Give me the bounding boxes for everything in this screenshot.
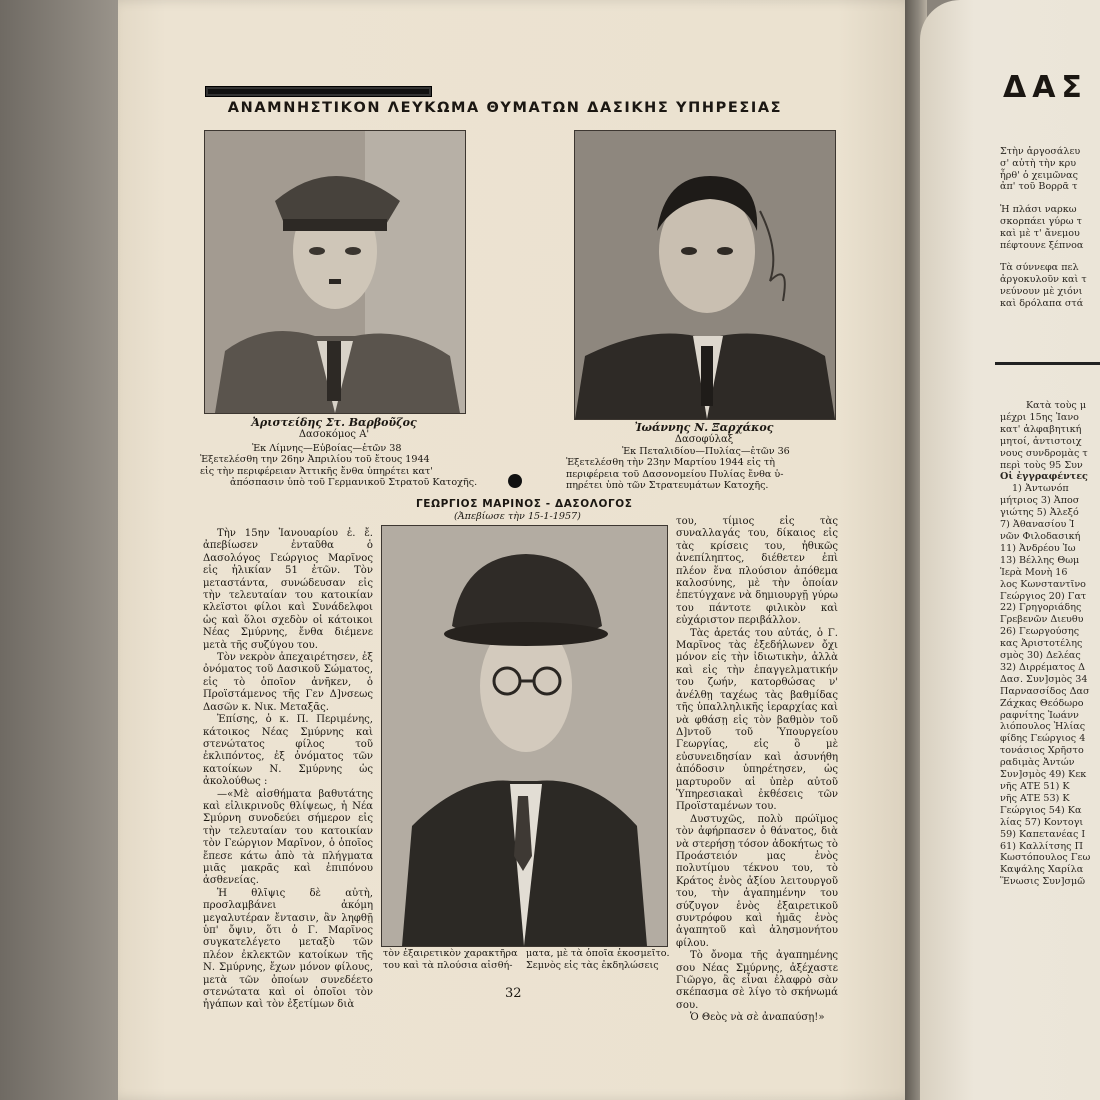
list-line: 32) Διρρέματος Δ <box>1000 661 1086 673</box>
victim-name-left: Ἀριστείδης Στ. Βαρβοῦζος <box>251 416 417 429</box>
list-line: 1) Ἀντωνόπ <box>1012 483 1069 495</box>
caption-right <box>574 422 834 445</box>
list-line: Γεώργιος 54) Κα <box>1000 804 1082 816</box>
victim-text-right-1: Ἐξετελέσθη τὴν 23ην Μαρτίου 1944 εἰς τὴ <box>566 457 776 469</box>
under-photo-text-b: ματα, μὲ τὰ ὁποῖα ἐκοσμεῖτο. <box>526 948 670 959</box>
list-line: Κωστόπουλος Γεω <box>1000 852 1091 864</box>
list-line: Συν]σμὸς 49) Κεκ <box>1000 769 1087 781</box>
poem-line: ἀπ' τοῦ Βορρᾶ τ <box>1000 181 1078 193</box>
list-line: σμὸς 30) Δελέας <box>1000 650 1081 662</box>
list-line: Δασ. Συν]σμὸς 34 <box>1000 673 1088 685</box>
poem-line: καὶ δρόλαπα στά <box>1000 297 1084 309</box>
under-photo-text-a2: του καὶ τὰ πλούσια αἰσθή- <box>383 960 513 971</box>
list-line: Ἱερὰ Μονὴ 16 <box>1000 566 1068 578</box>
poem-line: νεύνουν μὲ χιόνι <box>1000 285 1083 297</box>
poem-line: καὶ μὲ τ' ἄνεμου <box>1000 227 1080 239</box>
list-line: 26) Γεωργούσης <box>1000 626 1080 638</box>
poem-line: Στὴν ἀργοσάλευ <box>1000 146 1081 157</box>
facing-page-list <box>1000 400 1100 888</box>
list-line: Οἱ ἐγγραφέντες <box>1000 471 1088 483</box>
victim-rank-left: Δασοκόμος Α' <box>298 428 370 440</box>
list-line: Καψάλης Χαρίλα <box>1000 864 1084 876</box>
paragraph: Τὰς ἀρετάς του αὐτάς, ὁ Γ. Μαρῖνος τὰς ἐξεδήλωνεν ὄχι μόνον εἰς τὴν ἰδιωτικὴν, ἀλλὰ καὶ εἰς τὴν ἐπαγγελματικήν του ζωήν, κατορθώσας ν' ἀνέλθῃ ταχέως τὰς βαθμίδας τῆς ὑπαλληλικῆς ἱεραρχίας καὶ νὰ φθάσῃ εἰς τὸν βαθμὸν τοῦ Δ]ντοῦ τοῦ Ὑπουργείου Γεωργίας, εἰς ὃ μὲ εὐσυνειδησίαν καὶ ἀσυνήθη ἀπόδοσιν ὑπηρέτησεν, ὡς μαρτυροῦν αἱ ὑπὲρ αὐτοῦ Ὑπηρεσιακαὶ ἐκθέσεις τῶν Προϊσταμένων του. <box>676 627 838 813</box>
paragraph: Τὸ ὄνομα τῆς ἀγαπημένης σου Νέας Σμύρνης, ἀξέχαστε Γιῶργο, ἂς εἶναι ἐλαφρὸ σὰν σκέπασμα σὲ λίγο τὸ σκήνωμά σου. <box>676 950 838 1011</box>
page-title: ΑΝΑΜΝΗΣΤΙΚΟΝ ΛΕΥΚΩΜΑ ΘΥΜΑΤΩΝ ΔΑΣΙΚΗΣ ΥΠΗΡΕΣΙΑΣ <box>227 100 783 116</box>
paragraph: Τὴν 15ην Ἰανουαρίου ἐ. ἔ. ἀπεβίωσεν ἐνταῦθα ὁ Δασολόγος Γεώργιος Μαρῖνος εἰς ἡλικίαν 51 ἐτῶν. Τὸν μεταστάντα, συνώδευσαν εἰς τὴν τελευταίαν του κατοικίαν κλεϊστοι φίλοι καὶ Συνάδελφοι ὡς καὶ ὅλοι σχεδὸν οἱ κάτοικοι Νέας Σμύρνης, ἔνθα διέμενε μετὰ τῆς συζύγου του. <box>203 528 373 651</box>
list-line: περὶ τοὺς 95 Συν <box>1000 459 1083 471</box>
paragraph: Δυστυχῶς, πολὺ πρώϊμος τὸν ἀφήρπασεν ὁ θάνατος, διὰ νὰ στερήσῃ τόσον ἀδοκήτως τὸ Προάστειόν μας ἑνὸς πολυτίμου τέκνου του, τὸ Κράτος ἑνὸς ἀξίου λειτουργοῦ του, τὴν ἀγαπημένην του σύζυγον ἑνὸς ἐξαιρετικοῦ συντρόφου καὶ ἡμᾶς ἑνὸς ἀγαπητοῦ καὶ ἀλησμονήτου φίλου. <box>676 813 838 949</box>
obituary-column-1 <box>203 528 373 1011</box>
victim-origin-left: Ἐκ Λίμνης—Εὐβοίας—ἐτῶν 38 <box>252 443 402 454</box>
victim-text-left-3: ἀπόσπασιν ὑπὸ τοῦ Γερμανικοῦ Στρατοῦ Κατοχῆς. <box>230 477 478 489</box>
paragraph: του, τίμιος εἰς τὰς συναλλαγάς του, δίκαιος εἰς τὰς κρίσεις του, ἠθικῶς ἀνεπίληπτος, διέθετεν ἐπὶ πλέον ἕνα πλούσιον ἀπόθεμα καλοσύνης, μὲ τὴν ὁποίαν ἐπετύγχανε νὰ δημιουργῇ γύρω του πάντοτε φιλικὸν καὶ εὐχάριστον περιβάλλον. <box>676 516 838 627</box>
paragraph: Ἐπίσης, ὁ κ. Π. Περιμένης, κάτοικος Νέας Σμύρνης καὶ στενώτατος φίλος τοῦ ἐκλιπόντος, ἐξ ὀνόματος τῶν κατοίκων Ν. Σμύρνης ὡς ἀκολούθως : <box>203 714 373 788</box>
list-line: γιώτης 5) Ἀλεξό <box>1000 507 1079 519</box>
list-line: Κατὰ τοὺς μ <box>1026 400 1087 411</box>
victim-text-right-3: πηρέτει ὑπὸ τῶν Στρατευμάτων Κατοχῆς. <box>566 480 769 492</box>
list-line: μητοί, ἀντιστοιχ <box>1000 435 1082 447</box>
list-line: μήτριος 3) Ἀποσ <box>1000 495 1080 507</box>
list-line: φίδης Γεώργιος 4 <box>1000 733 1086 745</box>
list-line: μέχρι 15ης Ἰανο <box>1000 411 1079 423</box>
list-line: νους συνδρομὰς τ <box>1000 447 1088 459</box>
portrait-photo-center <box>381 525 668 947</box>
list-line: Γρεβενῶν Διευθυ <box>1000 614 1084 626</box>
list-line: Γεώργιος 20) Γατ <box>1000 590 1087 602</box>
obituary-date: (Ἀπεβίωσε τὴν 15-1-1957) <box>454 511 581 522</box>
list-line: 61) Καλλίτσης Π <box>1000 840 1083 852</box>
poem-line: σκορπάει γύρω τ <box>1000 215 1082 227</box>
paragraph: —«Μὲ αἰσθήματα βαθυτάτης καὶ εἰλικρινοῦς θλίψεως, ἡ Νέα Σμύρνη συνοδεύει σήμερον εἰς τὴν τελευταίαν του κατοικίαν τὸν Γεώργιον Μαρῖνον, ὁ ὁποῖος ἔπεσε κάτω ἀπὸ τὰ πλήγματα μιᾶς μακρᾶς καὶ ἐπιπόνου ἀσθενείας. <box>203 788 373 887</box>
list-line: ραφνίτης Ἰωάνν <box>1000 709 1079 721</box>
poem-line: ἦρθ' ὁ χειμῶνας <box>1000 169 1078 181</box>
list-line: 7) Ἀθανασίου Ἰ <box>1000 519 1075 531</box>
list-line: λος Κωνσταντῖνο <box>1000 578 1086 590</box>
poem-line: πέφτουνε ξέπνοα <box>1000 239 1084 251</box>
under-photo-text-b2: Σεμνὸς εἰς τὰς ἐκδηλώσεις <box>526 960 659 971</box>
caption-details-left <box>200 443 500 489</box>
paragraph: Ἡ θλῖψις δὲ αὐτὴ, προσλαμβάνει ἀκόμη μεγαλυτέραν ἔντασιν, ἂν ληφθῇ ὑπ' ὄψιν, ὅτι ὁ Γ. Μαρῖνος συγκατελέγετο μεταξὺ τῶν πλέον ἐκλεκτῶν κατοίκων τῆς Ν. Σμύρνης, ἔχων μόνον φίλους, μετὰ τῶν ὁποίων συνεδέετο στενώτατα καὶ οἱ ὁποῖοι τὸν ἠγάπων καὶ τὸν ἐξετίμων διὰ <box>203 887 373 1011</box>
poem-line: σ' αὐτὴ τὴν κρυ <box>1000 157 1077 169</box>
list-line: ραδιμὰς Ἀντών <box>1000 757 1075 769</box>
portrait-image-center <box>382 526 667 946</box>
facing-page-poem <box>1000 146 1100 310</box>
under-photo-text-a: τὸν ἐξαιρετικὸν χαρακτῆρα <box>383 948 518 959</box>
portrait-image-left <box>205 131 465 413</box>
caption-details-right <box>566 446 866 492</box>
list-line: 13) Βέλλης Θωμ <box>1000 554 1080 566</box>
list-line: κατ' ἀλφαβητική <box>1000 423 1082 435</box>
list-line: Ἕνωσις Συν]σμῶ <box>1000 876 1086 888</box>
victim-origin-right: Ἐκ Πεταλιδίου—Πυλίας—ἐτῶν 36 <box>622 446 790 457</box>
portrait-image-right <box>575 131 835 419</box>
victim-rank-right: Δασοφύλαξ <box>674 433 734 445</box>
list-line: νῆς ΑΤΕ 51) Κ <box>1000 781 1070 792</box>
list-line: 59) Καπετανέας Ι <box>1000 828 1086 840</box>
list-line: Ζάχκας Θεόδωρο <box>1000 697 1084 709</box>
caption-left <box>204 417 464 440</box>
page-number: 32 <box>505 986 522 1001</box>
victim-text-left-1: Ἐξετελέσθη την 26ην Ἀπριλίου τοῦ ἔτους 1944 <box>200 454 430 466</box>
list-line: τονάσιος Χρῆστο <box>1000 745 1084 757</box>
list-line: λιόπουλος Ἠλίας <box>1000 721 1086 733</box>
victim-name-right: Ἰωάννης Ν. Ξαρχάκος <box>634 421 774 434</box>
list-line: κας Ἀριστοτέλης <box>1000 638 1083 650</box>
poem-line: Τὰ σύννεφα πελ <box>1000 262 1079 274</box>
bullet-dot <box>508 474 522 488</box>
portrait-photo-left <box>204 130 466 414</box>
victim-text-left-2: εἰς τὴν περιφέρειαν Ἀττικῆς ἔνθα ὑπηρέτει κατ' <box>200 465 433 477</box>
paragraph: Ὁ Θεὸς νὰ σὲ ἀναπαύσῃ!» <box>690 1012 825 1024</box>
list-line: λίας 57) Κοντογι <box>1000 816 1084 828</box>
facing-page-heading: ΔΑΣ <box>1003 70 1088 105</box>
obituary-column-3 <box>676 516 838 1024</box>
poem-line: Ἡ πλάσι ναρκω <box>1000 204 1077 216</box>
facing-page-rule <box>995 362 1100 365</box>
list-line: 22) Γρηγοριάδης <box>1000 602 1082 614</box>
obituary-heading: ΓΕΩΡΓΙΟΣ ΜΑΡΙΝΟΣ - ΔΑΣΟΛΟΓΟΣ <box>416 498 633 510</box>
poem-line: ἀργοκυλοῦν καὶ τ <box>1000 274 1087 286</box>
list-line: νῆς ΑΤΕ 53) Κ <box>1000 792 1070 804</box>
list-line: 11) Ἀνδρέου Ἰω <box>1000 542 1076 554</box>
victim-text-right-2: περιφέρεια τοῦ Δασονομείου Πυλίας ἔνθα ὑ- <box>566 468 784 480</box>
decorative-bar <box>205 86 432 97</box>
list-line: Παρνασσίδος Δασ <box>1000 685 1090 697</box>
paragraph: Τὸν νεκρὸν ἀπεχαιρέτησεν, ἐξ ὀνόματος τοῦ Δασικοῦ Σώματος, εἰς τὸ ὁποῖον ἀνῆκεν, ὁ Προϊστάμενος τῆς Γεν Δ]νσεως Δασῶν κ. Νικ. Μεταξᾶς. <box>203 652 373 713</box>
background-left <box>0 0 122 1100</box>
list-line: νῶν Φιλοδασική <box>1000 530 1081 542</box>
portrait-photo-right <box>574 130 836 420</box>
